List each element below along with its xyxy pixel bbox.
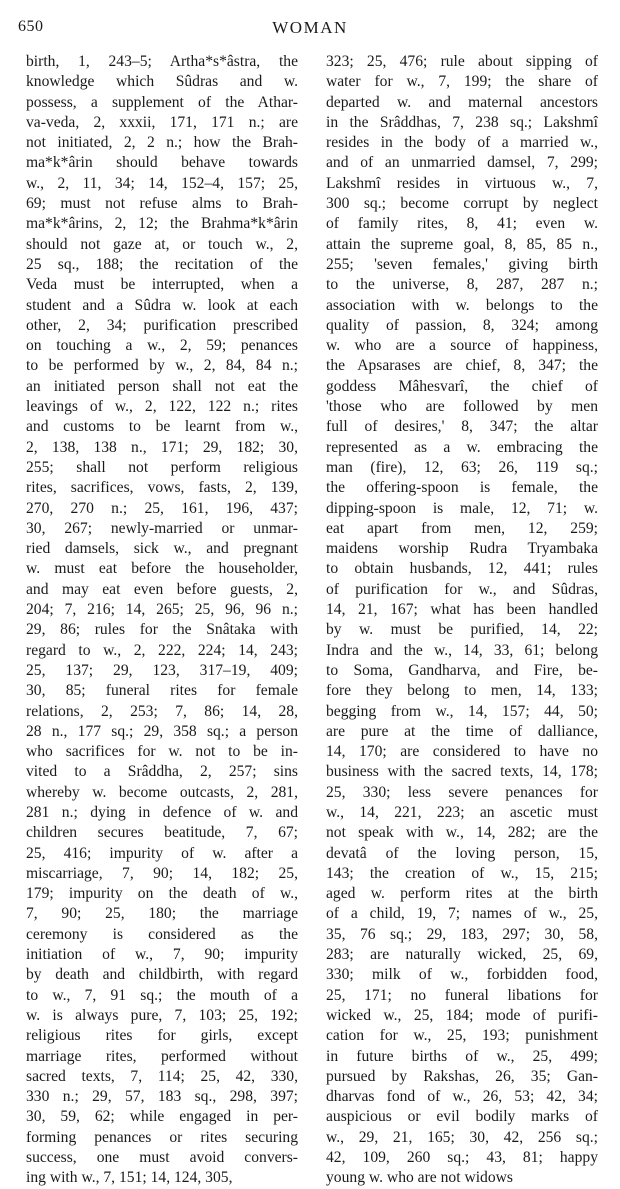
index-line: possess, a supplement of the Athar- — [26, 93, 298, 111]
index-line: aged w. perform rites at the birth — [326, 885, 598, 903]
index-line: w. who are a source of happiness, — [326, 337, 598, 355]
running-title: WOMAN — [272, 18, 348, 37]
index-line: full of desires,' 8, 347; the altar — [326, 418, 598, 436]
index-line: 25, 416; impurity of w. after a — [26, 844, 298, 862]
index-line: forming penances or rites securing — [26, 1128, 298, 1146]
index-line: 179; impurity on the death of w., — [26, 885, 298, 903]
index-line: 283; are naturally wicked, 25, 69, — [326, 946, 598, 964]
index-line: departed w. and maternal ancestors — [326, 93, 598, 111]
index-line: 30, 59, 62; while engaged in per- — [26, 1108, 298, 1126]
index-line: man (fire), 12, 63; 26, 119 sq.; — [326, 458, 598, 476]
index-line: 270, 270 n.; 25, 161, 196, 437; — [26, 499, 298, 517]
index-line: the Apsarases are chief, 8, 347; the — [326, 357, 598, 375]
index-line: of purification for w., and Sûdras, — [326, 580, 598, 598]
index-line: 323; 25, 476; rule about sipping of — [326, 53, 598, 70]
index-line: 35, 76 sq.; 29, 183, 297; 30, 58, — [326, 925, 598, 943]
index-line: other, 2, 34; purification prescribed — [26, 316, 298, 334]
index-line: the offering-spoon is female, the — [326, 479, 598, 497]
page-header — [18, 18, 602, 42]
index-line: knowledge which Sûdras and w. — [26, 73, 298, 91]
index-line: association with w. belongs to the — [326, 296, 598, 314]
index-line: 25 sq., 188; the recitation of the — [26, 255, 298, 273]
index-line: to obtain husbands, 12, 441; rules — [326, 560, 598, 578]
left-column — [26, 52, 298, 1189]
index-line: initiation of w., 7, 90; impurity — [26, 946, 298, 964]
index-line: ma*k*ârin should behave towards — [26, 154, 298, 172]
index-line: maidens worship Rudra Tryambaka — [326, 540, 598, 558]
index-line: 281 n.; dying in defence of w. and — [26, 803, 298, 821]
index-line: leavings of w., 2, 122, 122 n.; rites — [26, 398, 298, 416]
index-line: 28 n., 177 sq.; 29, 358 sq.; a person — [26, 722, 298, 740]
index-line: 30, 267; newly-married or unmar- — [26, 519, 298, 537]
index-line: not initiated, 2, 2 n.; how the Brah- — [26, 134, 298, 152]
index-line: 14, 170; are considered to have no — [326, 743, 598, 761]
index-line: ried damsels, sick w., and pregnant — [26, 540, 298, 558]
index-line: wicked w., 25, 184; mode of purifi- — [326, 1006, 598, 1024]
index-line: in the Srâddhas, 7, 238 sq.; Lakshmî — [326, 113, 598, 131]
index-line: children secures beatitude, 7, 67; — [26, 824, 298, 842]
index-line: cation for w., 25, 193; punishment — [326, 1027, 598, 1045]
index-line: sacred texts, 7, 114; 25, 42, 330, — [26, 1067, 298, 1085]
index-line: 25, 330; less severe penances for — [326, 783, 598, 801]
index-line: w., 29, 21, 165; 30, 42, 256 sq.; — [326, 1128, 598, 1146]
index-line: w. is always pure, 7, 103; 25, 192; — [26, 1006, 298, 1024]
index-line: fore they belong to men, 14, 133; — [326, 682, 598, 700]
index-line: student and a Sûdra w. look at each — [26, 296, 298, 314]
index-line: to the universe, 8, 287, 287 n.; — [326, 276, 598, 294]
index-line: resides in the body of a married w., — [326, 134, 598, 152]
index-line: whereby w. become outcasts, 2, 281, — [26, 783, 298, 801]
index-line: business with the sacred texts, 14, 178; — [326, 763, 598, 781]
index-line: on touching a w., 2, 59; penances — [26, 337, 298, 355]
index-line: 330; milk of w., forbidden food, — [326, 966, 598, 984]
index-line: who sacrifices for w. not to be in- — [26, 743, 298, 761]
index-line: to w., 7, 91 sq.; the mouth of a — [26, 986, 298, 1004]
index-line: eat apart from men, 12, 259; — [326, 519, 598, 537]
index-line: Indra and the w., 14, 33, 61; belong — [326, 641, 598, 659]
index-line: 255; 'seven females,' giving birth — [326, 255, 598, 273]
index-line: ing with w., 7, 151; 14, 124, 305, — [26, 1169, 233, 1187]
index-line: 25, 171; no funeral libations for — [326, 986, 598, 1004]
index-line: by w. must be purified, 14, 22; — [326, 621, 598, 639]
index-line: religious rites for girls, except — [26, 1027, 298, 1045]
index-line: and customs to be learnt from w., — [26, 418, 298, 436]
index-line: an initiated person shall not eat the — [26, 377, 298, 395]
index-line: represented as a w. embracing the — [326, 438, 598, 456]
index-line: regard to w., 2, 222, 224; 14, 243; — [26, 641, 298, 659]
index-line: are pure at the time of dalliance, — [326, 722, 598, 740]
index-line: 300 sq.; become corrupt by neglect — [326, 195, 598, 213]
index-line: 330 n.; 29, 57, 183 sq., 298, 397; — [26, 1088, 298, 1106]
index-line: quality of passion, 8, 324; among — [326, 316, 598, 334]
index-line: w., 2, 11, 34; 14, 152–4, 157; 25, — [26, 174, 298, 192]
index-line: dharvas fond of w., 26, 53; 42, 34; — [326, 1088, 598, 1106]
index-line: Veda must be interrupted, when a — [26, 276, 298, 294]
page-number: 650 — [18, 18, 44, 35]
index-line: by death and childbirth, with regard — [26, 966, 298, 984]
index-line: ma*k*ârins, 2, 12; the Brahma*k*ârin — [26, 215, 298, 233]
index-line: success, one must avoid convers- — [26, 1149, 298, 1167]
index-line: devatâ of the loving person, 15, — [326, 844, 598, 862]
index-line: to Soma, Gandharva, and Fire, be- — [326, 661, 598, 679]
index-line: 14, 21, 167; what has been handled — [326, 601, 598, 619]
index-line: pursued by Rakshas, 26, 35; Gan- — [326, 1067, 598, 1085]
index-line: not speak with w., 14, 282; are the — [326, 824, 598, 842]
index-line: in future births of w., 25, 499; — [326, 1047, 598, 1065]
index-line: birth, 1, 243–5; Artha*s*âstra, the — [26, 53, 298, 70]
right-column — [326, 52, 598, 1189]
index-line: auspicious or evil bodily marks of — [326, 1108, 598, 1126]
index-line: begging from w., 14, 157; 44, 50; — [326, 702, 598, 720]
index-line: 255; shall not perform religious — [26, 458, 298, 476]
index-line: 42, 109, 260 sq.; 43, 81; happy — [326, 1149, 598, 1167]
index-line: vited to a Srâddha, 2, 257; sins — [26, 763, 298, 781]
index-line: dipping-spoon is male, 12, 71; w. — [326, 499, 598, 517]
index-line: va-veda, 2, xxxii, 171, 171 n.; are — [26, 113, 298, 131]
index-line: attain the supreme goal, 8, 85, 85 n., — [326, 235, 598, 253]
index-line: 29, 86; rules for the Snâtaka with — [26, 621, 298, 639]
index-line: and of an unmarried damsel, 7, 299; — [326, 154, 598, 172]
index-line: marriage rites, performed without — [26, 1047, 298, 1065]
index-line: goddess Mâhesvarî, the chief of — [326, 377, 598, 395]
index-columns — [26, 52, 598, 1189]
index-line: 143; the creation of w., 15, 215; — [326, 864, 598, 882]
index-line: miscarriage, 7, 90; 14, 182; 25, — [26, 864, 298, 882]
index-line: 25, 137; 29, 123, 317–19, 409; — [26, 661, 298, 679]
index-line: w., 14, 221, 223; an ascetic must — [326, 803, 598, 821]
index-line: water for w., 7, 199; the share of — [326, 73, 598, 91]
index-line: of family rites, 8, 41; even w. — [326, 215, 598, 233]
index-line: rites, sacrifices, vows, fasts, 2, 139, — [26, 479, 298, 497]
index-line: 204; 7, 216; 14, 265; 25, 96, 96 n.; — [26, 601, 298, 619]
index-line: should not gaze at, or touch w., 2, — [26, 235, 298, 253]
index-line: young w. who are not widows — [326, 1169, 513, 1187]
index-line: 69; must not refuse alms to Brah- — [26, 195, 298, 213]
index-line: relations, 2, 253; 7, 86; 14, 28, — [26, 702, 298, 720]
index-line: of a child, 19, 7; names of w., 25, — [326, 905, 598, 923]
index-line: 'those who are followed by men — [326, 398, 598, 416]
index-line: w. must eat before the householder, — [26, 560, 298, 578]
index-line: to be performed by w., 2, 84, 84 n.; — [26, 357, 298, 375]
index-line: 2, 138, 138 n., 171; 29, 182; 30, — [26, 438, 298, 456]
index-line: 30, 85; funeral rites for female — [26, 682, 298, 700]
index-line: ceremony is considered as the — [26, 925, 298, 943]
index-line: and may eat even before guests, 2, — [26, 580, 298, 598]
index-line: 7, 90; 25, 180; the marriage — [26, 905, 298, 923]
index-line: Lakshmî resides in virtuous w., 7, — [326, 174, 598, 192]
